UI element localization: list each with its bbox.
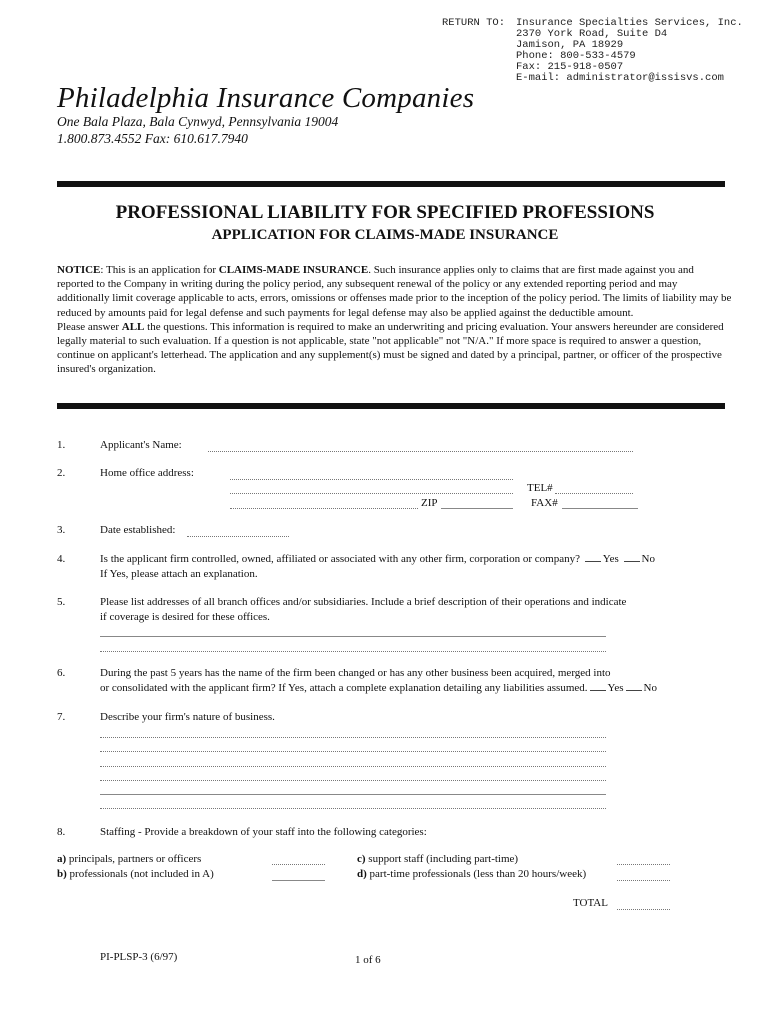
staff-a-field[interactable] <box>272 864 325 865</box>
q2-number: 2. <box>57 467 66 479</box>
staff-b-text: professionals (not included in A) <box>66 868 214 880</box>
q6-text: During the past 5 years has the name of the firm been changed or has any other business been acquired, merged into <box>100 667 611 679</box>
staff-a-text: principals, partners or officers <box>66 853 202 865</box>
page-number: 1 of 6 <box>355 954 381 966</box>
q5-text: Please list addresses of all branch offices and/or subsidiaries. Include a brief description of their operations and indicate <box>100 596 627 608</box>
q4-no-label: No <box>641 553 655 565</box>
q6-number: 6. <box>57 667 66 679</box>
fax-field[interactable] <box>562 508 638 509</box>
company-phone-fax: 1.800.873.4552 Fax: 610.617.7940 <box>57 131 248 146</box>
q7-answer-line[interactable] <box>100 780 606 781</box>
return-to-line: E-mail: administrator@issisvs.com <box>516 72 724 84</box>
notice-text <box>57 263 732 377</box>
tel-label: TEL# <box>527 482 553 494</box>
address-line-1[interactable] <box>230 479 513 480</box>
form-subtitle: APPLICATION FOR CLAIMS-MADE INSURANCE <box>211 227 559 243</box>
return-to-line: Phone: 800-533-4579 <box>516 50 636 62</box>
tel-field[interactable] <box>555 493 633 494</box>
form-id: PI-PLSP-3 (6/97) <box>100 951 178 963</box>
q4-text <box>100 552 720 567</box>
notice-p1a: : This is an application for <box>100 264 219 276</box>
notice-all: ALL <box>121 320 145 333</box>
address-line-2[interactable] <box>230 493 513 494</box>
staff-a-label <box>57 852 201 867</box>
notice-label: NOTICE <box>57 264 101 276</box>
zip-label: ZIP <box>421 497 438 509</box>
q7-answer-line[interactable] <box>100 766 606 767</box>
q7-text: Describe your firm's nature of business. <box>100 711 275 723</box>
applicant-name-field[interactable] <box>208 451 633 452</box>
total-label: TOTAL <box>573 897 608 909</box>
q4-yes-label: Yes <box>602 553 619 565</box>
q5-number: 5. <box>57 596 66 608</box>
q6-no-label: No <box>643 682 657 694</box>
q5-text-2: if coverage is desired for these offices. <box>100 611 270 623</box>
q3-label: Date established: <box>100 524 176 536</box>
q7-answer-line[interactable] <box>100 737 606 738</box>
fax-label: FAX# <box>531 497 558 509</box>
q8-text: Staffing - Provide a breakdown of your staff into the following categories: <box>100 826 427 838</box>
total-field[interactable] <box>617 909 670 910</box>
q5-answer-line[interactable] <box>100 636 606 637</box>
return-to-label: RETURN TO: <box>442 17 506 29</box>
staff-b-field[interactable] <box>272 880 325 881</box>
staff-c-letter: c) <box>357 853 366 865</box>
q2-label: Home office address: <box>100 467 194 479</box>
notice-p2b: the questions. This information is required to make an underwriting and pricing evaluation. Your answers hereunder are considered legally material to such evaluation. If a question is not applicable, state "not applicable" not "N/A." If more space is required to answer a question, continue on applicant's letterhead. The application and any supplement(s) must be signed and dated by a principal, partner, or officer of the prospective insured's organization. <box>57 320 724 376</box>
date-established-field[interactable] <box>187 536 289 537</box>
notice-claims-made: CLAIMS-MADE INSURANCE <box>218 264 369 276</box>
q6-yes-blank[interactable] <box>590 681 606 691</box>
staff-b-label <box>57 867 214 882</box>
staff-d-label <box>357 867 586 882</box>
return-to-line: Insurance Specialties Services, Inc. <box>516 17 743 29</box>
staff-d-text: part-time professionals (less than 20 hours/week) <box>366 868 587 880</box>
staff-c-field[interactable] <box>617 864 670 865</box>
staff-d-field[interactable] <box>617 880 670 881</box>
form-title: PROFESSIONAL LIABILITY FOR SPECIFIED PROFESSIONS <box>115 202 655 223</box>
q8-number: 8. <box>57 826 66 838</box>
notice-rule <box>57 403 725 409</box>
q4-number: 4. <box>57 553 66 565</box>
staff-c-label <box>357 852 518 867</box>
company-address: One Bala Plaza, Bala Cynwyd, Pennsylvania 19004 <box>57 114 339 129</box>
notice-p2a: Please answer <box>57 320 122 333</box>
return-to-address <box>516 18 743 84</box>
staff-b-letter: b) <box>57 868 67 880</box>
return-to-line: Fax: 215-918-0507 <box>516 61 624 73</box>
company-name: Philadelphia Insurance Companies <box>57 82 475 114</box>
q4-no-blank[interactable] <box>624 552 640 562</box>
staff-d-letter: d) <box>357 868 367 880</box>
staff-c-text: support staff (including part-time) <box>365 853 519 865</box>
return-to-line: 2370 York Road, Suite D4 <box>516 28 668 40</box>
q1-number: 1. <box>57 439 66 451</box>
q7-answer-line[interactable] <box>100 794 606 795</box>
address-line-3[interactable] <box>230 508 418 509</box>
q7-answer-line[interactable] <box>100 751 606 752</box>
q5-answer-line[interactable] <box>100 651 606 652</box>
notice-p1b: . Such insurance applies only to claims that are first made against you and reported to the Company in writing during the policy period, any subsequent renewal of the policy or any extended reporting period and may additionally limit coverage applicable to acts, errors, omissions or offenses made prior to the inception of the policy period. The limits of liability may be reduced by amounts paid for legal defense and such payments for legal defense may also be applied against the deductible amount. <box>57 264 732 319</box>
zip-field[interactable] <box>441 508 513 509</box>
header-rule <box>57 181 725 187</box>
q3-number: 3. <box>57 524 66 536</box>
q6-text-line2 <box>100 681 740 696</box>
q6-question-2: or consolidated with the applicant firm? If Yes, attach a complete explanation detailing any liabilities assumed. <box>100 682 588 694</box>
q1-label: Applicant's Name: <box>100 439 182 451</box>
staff-a-letter: a) <box>57 853 67 865</box>
q4-question: Is the applicant firm controlled, owned, affiliated or associated with any other firm, corporation or company? <box>100 553 580 565</box>
q6-no-blank[interactable] <box>626 681 642 691</box>
q7-number: 7. <box>57 711 66 723</box>
q6-yes-label: Yes <box>607 682 624 694</box>
return-to-line: Jamison, PA 18929 <box>516 39 624 51</box>
q4-explanation: If Yes, please attach an explanation. <box>100 568 258 580</box>
q4-yes-blank[interactable] <box>585 552 601 562</box>
q7-answer-line[interactable] <box>100 808 606 809</box>
